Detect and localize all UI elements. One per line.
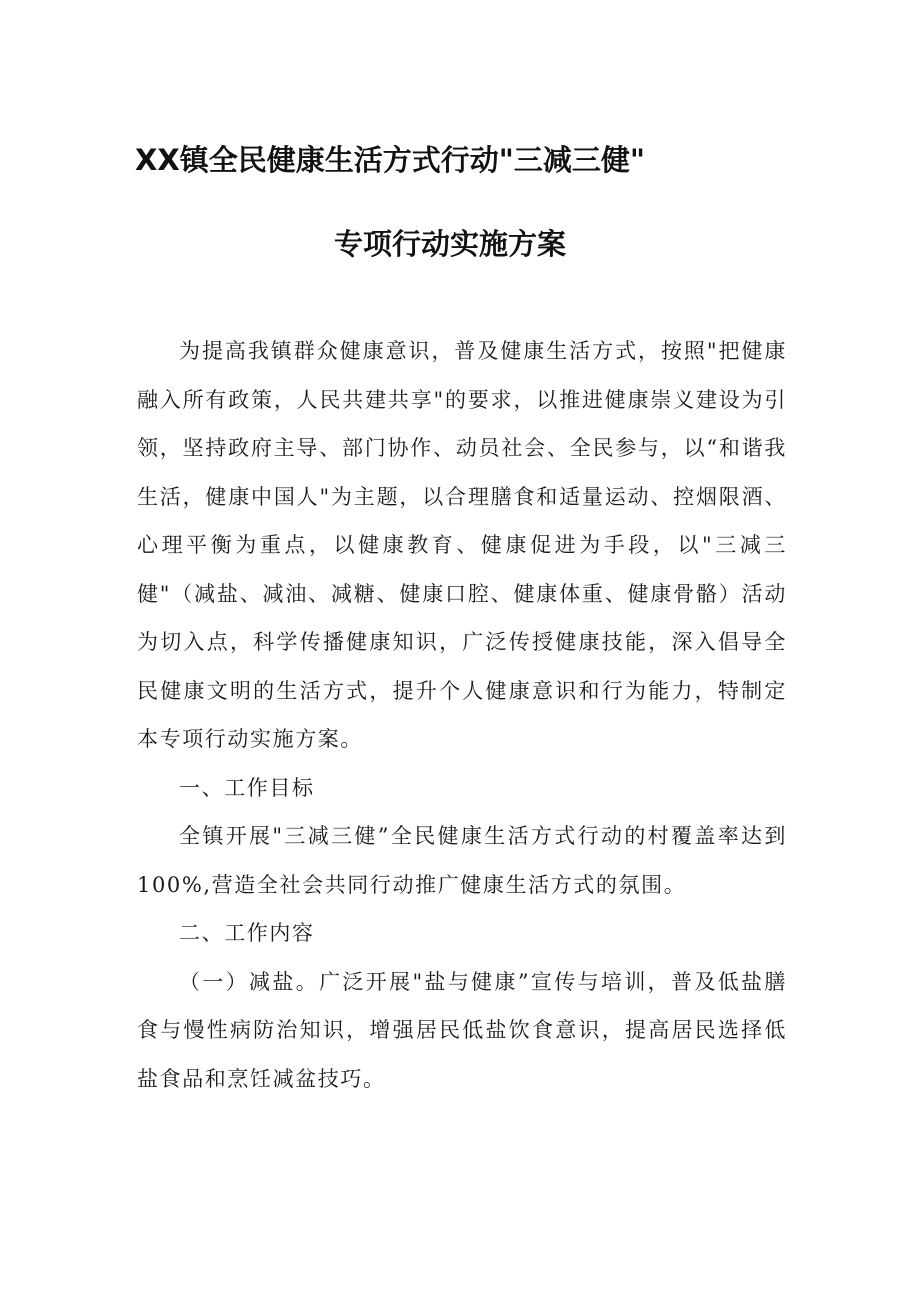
- document-body: [137, 327, 787, 1103]
- section-text-salt-reduction: （一）减盐。广泛开展"盐与健康”宣传与培训，普及低盐膳食与慢性病防治知识，增强居民低盐饮食意识，提高居民选择低盐食品和烹饪减盆技巧。: [137, 969, 787, 1091]
- document-title-line-2: 专项行动实施方案: [334, 227, 567, 261]
- section-text-work-goals: 全镇开展"三减三健”全民健康生活方式行动的村覆盖率达到100%,营造全社会共同行动推广健康生活方式的氛围。: [137, 824, 787, 897]
- intro-paragraph: 为提高我镇群众健康意识，普及健康生活方式，按照"把健康融入所有政策，人民共建共享"的要求，以推进健康崇义建设为引领，坚持政府主导、部门协作、动员社会、全民参与，以“和谐我生活，健康中国人"为主题，以合理膳食和适量运动、控烟限酒、心理平衡为重点，以健康教育、健康促进为手段，以"三减三健"（减盐、减油、减糖、健康口腔、健康体重、健康骨骼）活动为切入点，科学传播健康知识，广泛传授健康技能，深入倡导全民健康文明的生活方式，提升个人健康意识和行为能力，特制定本专项行动实施方案。: [137, 339, 787, 751]
- section-heading-work-goals: 一、工作目标: [179, 775, 315, 800]
- document-title-line-1: XX镇全民健康生活方式行动"三减三健": [135, 143, 645, 177]
- section-heading-work-content: 二、工作内容: [179, 921, 315, 945]
